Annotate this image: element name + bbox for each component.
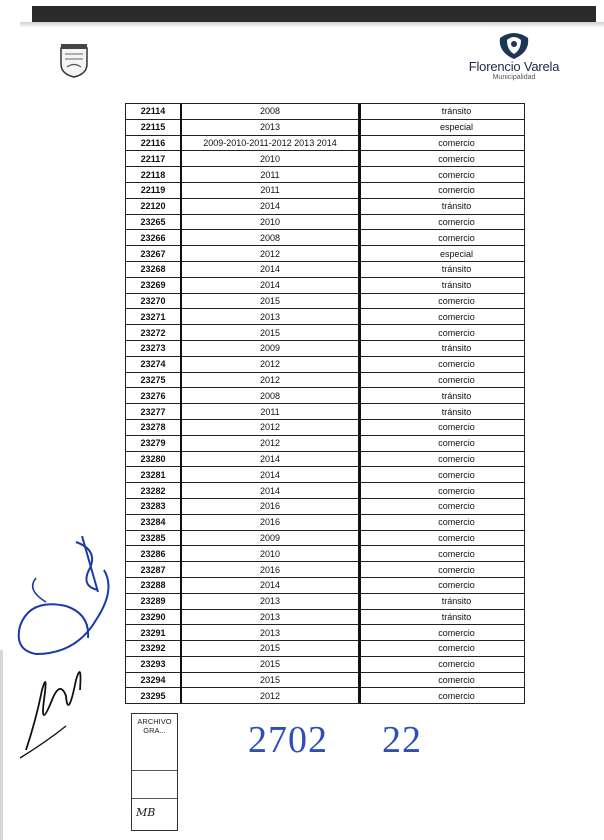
record-id: 23294 — [126, 672, 181, 688]
record-years: 2008 — [181, 388, 360, 404]
record-type — [360, 641, 525, 657]
table-row — [126, 167, 524, 183]
record-id: 23278 — [126, 419, 181, 435]
record-years: 2015 — [181, 656, 360, 672]
table-row — [126, 498, 524, 514]
record-id: 23284 — [126, 514, 181, 530]
record-years: 2013 — [181, 609, 360, 625]
record-years: 2010 — [181, 151, 360, 167]
record-type — [360, 498, 525, 514]
record-type-text: especial — [439, 248, 474, 259]
record-type — [360, 198, 525, 214]
record-type-text: comercio — [438, 137, 475, 148]
municipal-crest-icon — [58, 42, 90, 78]
table-row — [126, 656, 524, 672]
record-type-text: comercio — [438, 438, 475, 449]
record-type — [360, 119, 525, 135]
record-type-text: tránsito — [441, 596, 472, 607]
archive-box — [131, 713, 178, 831]
record-years: 2014 — [181, 451, 360, 467]
table-row — [126, 325, 524, 341]
record-years: 2014 — [181, 198, 360, 214]
record-type — [360, 388, 525, 404]
record-id: 23295 — [126, 688, 181, 703]
record-type — [360, 483, 525, 499]
record-type-text: comercio — [438, 311, 475, 322]
record-years: 2012 — [181, 688, 360, 703]
table-row — [126, 104, 524, 119]
handwritten-signature-icon — [6, 530, 126, 770]
record-years: 2013 — [181, 625, 360, 641]
record-id: 23276 — [126, 388, 181, 404]
record-id: 22115 — [126, 119, 181, 135]
table-row — [126, 435, 524, 451]
record-id: 23277 — [126, 404, 181, 420]
record-type-text: comercio — [438, 643, 475, 654]
record-type — [360, 514, 525, 530]
archive-label: ARCHIVO GRA... — [137, 717, 172, 735]
record-id: 23289 — [126, 593, 181, 609]
record-id: 23292 — [126, 641, 181, 657]
record-type — [360, 151, 525, 167]
table-row — [126, 593, 524, 609]
record-type-text: comercio — [438, 422, 475, 433]
record-type — [360, 277, 525, 293]
record-years: 2012 — [181, 419, 360, 435]
record-id: 23280 — [126, 451, 181, 467]
record-years: 2013 — [181, 309, 360, 325]
record-type-text: comercio — [438, 216, 475, 227]
record-type-text: tránsito — [441, 201, 472, 212]
record-years: 2014 — [181, 577, 360, 593]
record-id: 22120 — [126, 198, 181, 214]
scan-top-shadow — [20, 22, 604, 28]
stamp-number: 2702 — [248, 719, 328, 761]
record-type-text: comercio — [438, 690, 475, 701]
record-type-text: comercio — [438, 659, 475, 670]
record-type — [360, 104, 525, 119]
table-row — [126, 530, 524, 546]
record-id: 23265 — [126, 214, 181, 230]
record-type-text: comercio — [438, 232, 475, 243]
record-years: 2013 — [181, 119, 360, 135]
record-years: 2011 — [181, 404, 360, 420]
record-years: 2016 — [181, 562, 360, 578]
record-years: 2014 — [181, 483, 360, 499]
record-type — [360, 230, 525, 246]
table-row — [126, 562, 524, 578]
record-type — [360, 167, 525, 183]
record-id: 23285 — [126, 530, 181, 546]
table-row — [126, 372, 524, 388]
record-type-text: comercio — [438, 185, 475, 196]
record-type-text: comercio — [438, 675, 475, 686]
record-type-text: comercio — [438, 327, 475, 338]
table-row — [126, 356, 524, 372]
record-type — [360, 372, 525, 388]
table-row — [126, 483, 524, 499]
table-row — [126, 688, 524, 703]
table-row — [126, 214, 524, 230]
record-years: 2009 — [181, 340, 360, 356]
record-years: 2015 — [181, 293, 360, 309]
record-years: 2008 — [181, 230, 360, 246]
record-years: 2014 — [181, 467, 360, 483]
record-type — [360, 293, 525, 309]
archive-initials: MB — [136, 806, 156, 819]
record-type — [360, 309, 525, 325]
archive-divider — [132, 770, 177, 771]
record-years: 2016 — [181, 514, 360, 530]
record-id: 22119 — [126, 182, 181, 198]
record-type-text: comercio — [438, 374, 475, 385]
record-type — [360, 530, 525, 546]
record-id: 23290 — [126, 609, 181, 625]
table-row — [126, 625, 524, 641]
record-type — [360, 246, 525, 262]
record-type-text: comercio — [438, 485, 475, 496]
record-id: 23286 — [126, 546, 181, 562]
record-type — [360, 625, 525, 641]
record-years: 2011 — [181, 167, 360, 183]
record-type-text: comercio — [438, 627, 475, 638]
table-row — [126, 198, 524, 214]
logo-subtitle: Municipalidad — [492, 74, 536, 81]
record-id: 23293 — [126, 656, 181, 672]
table-row — [126, 277, 524, 293]
record-id: 23275 — [126, 372, 181, 388]
table-row — [126, 546, 524, 562]
table-row — [126, 451, 524, 467]
record-id: 23273 — [126, 340, 181, 356]
record-years: 2015 — [181, 672, 360, 688]
table-row — [126, 467, 524, 483]
record-type-text: comercio — [438, 169, 475, 180]
record-type — [360, 419, 525, 435]
record-type — [360, 562, 525, 578]
record-years: 2015 — [181, 325, 360, 341]
record-type — [360, 261, 525, 277]
record-id: 23272 — [126, 325, 181, 341]
record-type-text: comercio — [438, 501, 475, 512]
stamp-suffix: 22 — [382, 719, 422, 761]
record-type — [360, 135, 525, 151]
table-row — [126, 151, 524, 167]
record-type — [360, 356, 525, 372]
archive-divider — [132, 798, 177, 799]
record-type — [360, 340, 525, 356]
record-id: 23281 — [126, 467, 181, 483]
florencio-varela-logo-icon — [494, 30, 534, 60]
record-years: 2013 — [181, 593, 360, 609]
florencio-varela-logo — [462, 30, 566, 88]
record-years: 2010 — [181, 214, 360, 230]
record-id: 23270 — [126, 293, 181, 309]
record-years: 2009 — [181, 530, 360, 546]
table-row — [126, 641, 524, 657]
record-type — [360, 672, 525, 688]
record-id: 22116 — [126, 135, 181, 151]
record-type — [360, 688, 525, 703]
record-id: 23283 — [126, 498, 181, 514]
logo-name: Florencio Varela — [468, 59, 560, 74]
table-row — [126, 246, 524, 262]
record-type — [360, 546, 525, 562]
record-type — [360, 451, 525, 467]
table-row — [126, 182, 524, 198]
record-type-text: comercio — [438, 469, 475, 480]
record-type — [360, 656, 525, 672]
record-type — [360, 593, 525, 609]
scan-top-bar — [32, 6, 596, 22]
record-id: 23291 — [126, 625, 181, 641]
records-table-wrapper — [125, 103, 525, 704]
record-years: 2016 — [181, 498, 360, 514]
record-type-text: especial — [439, 122, 474, 133]
record-years: 2008 — [181, 104, 360, 119]
record-type-text: comercio — [438, 453, 475, 464]
record-type — [360, 609, 525, 625]
record-years: 2010 — [181, 546, 360, 562]
record-type-text: comercio — [438, 153, 475, 164]
record-id: 23287 — [126, 562, 181, 578]
record-type — [360, 214, 525, 230]
table-row — [126, 514, 524, 530]
record-id: 23266 — [126, 230, 181, 246]
table-row — [126, 577, 524, 593]
record-type-text: tránsito — [441, 406, 472, 417]
record-type-text: comercio — [438, 548, 475, 559]
record-id: 22114 — [126, 104, 181, 119]
record-type — [360, 577, 525, 593]
table-row — [126, 119, 524, 135]
record-id: 22118 — [126, 167, 181, 183]
record-id: 23282 — [126, 483, 181, 499]
record-id: 23269 — [126, 277, 181, 293]
record-type-text: comercio — [438, 295, 475, 306]
record-years: 2012 — [181, 435, 360, 451]
record-years: 2015 — [181, 641, 360, 657]
record-type — [360, 435, 525, 451]
records-table — [126, 104, 524, 703]
record-id: 23267 — [126, 246, 181, 262]
record-type-text: tránsito — [441, 106, 472, 117]
record-type-text: tránsito — [441, 343, 472, 354]
table-row — [126, 261, 524, 277]
table-row — [126, 419, 524, 435]
record-type-text: comercio — [438, 359, 475, 370]
table-row — [126, 309, 524, 325]
record-type-text: tránsito — [441, 280, 472, 291]
record-type-text: tránsito — [441, 264, 472, 275]
record-type — [360, 467, 525, 483]
record-type-text: tránsito — [441, 611, 472, 622]
record-years: 2014 — [181, 277, 360, 293]
record-id: 23274 — [126, 356, 181, 372]
record-type-text: comercio — [438, 532, 475, 543]
record-id: 23268 — [126, 261, 181, 277]
record-type — [360, 182, 525, 198]
record-years: 2012 — [181, 246, 360, 262]
record-type — [360, 404, 525, 420]
record-id: 23271 — [126, 309, 181, 325]
record-id: 23279 — [126, 435, 181, 451]
record-type — [360, 325, 525, 341]
table-row — [126, 340, 524, 356]
table-row — [126, 293, 524, 309]
scan-edge — [0, 650, 3, 840]
record-id: 23288 — [126, 577, 181, 593]
record-years: 2009-2010-2011-2012 2013 2014 — [181, 135, 360, 151]
table-row — [126, 388, 524, 404]
record-id: 22117 — [126, 151, 181, 167]
table-row — [126, 404, 524, 420]
record-years: 2014 — [181, 261, 360, 277]
record-years: 2011 — [181, 182, 360, 198]
record-years: 2012 — [181, 372, 360, 388]
table-row — [126, 230, 524, 246]
table-row — [126, 609, 524, 625]
record-type-text: comercio — [438, 517, 475, 528]
record-years: 2012 — [181, 356, 360, 372]
record-type-text: tránsito — [441, 390, 472, 401]
record-type-text: comercio — [438, 580, 475, 591]
table-row — [126, 135, 524, 151]
table-row — [126, 672, 524, 688]
record-type-text: comercio — [438, 564, 475, 575]
